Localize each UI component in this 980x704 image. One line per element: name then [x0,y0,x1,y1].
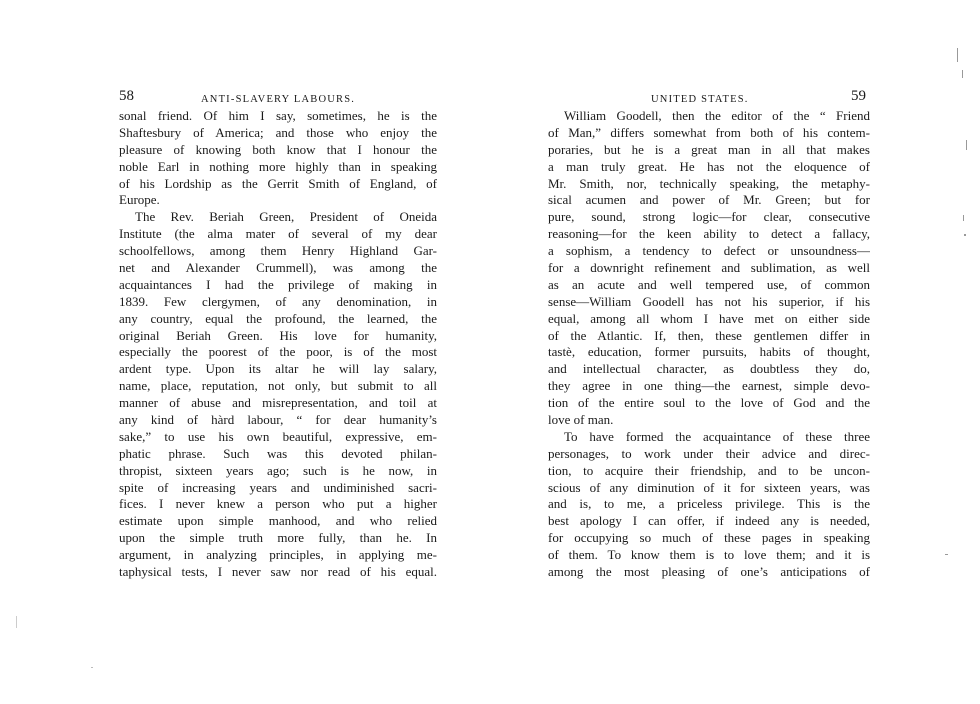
text-line: To have formed the acquaintance of these three [564,428,870,444]
text-line: poraries, but he is a great man in all that makes [548,141,870,157]
text-line: schoolfellows, among them Henry Highland Gar- [119,243,437,259]
scan-speck [963,215,964,221]
left-page-number: 58 [119,88,134,104]
text-line: The Rev. Beriah Green, President of Oneida [135,209,437,225]
text-line: Institute (the alma mater of several of my dear [119,226,437,242]
text-line: a man truly great. He has not the eloquence of [548,158,870,174]
text-line: spite of increasing years and undiminished sacri- [119,479,437,495]
right-page-number: 59 [851,88,866,104]
text-line: thropist, sixteen years ago; such is he now, in [119,462,437,478]
text-line: 1839. Few clergymen, of any denomination, in [119,293,437,309]
text-line: they agree in one thing—the earnest, simple devo- [548,378,870,394]
text-line: love of man. [548,412,614,428]
text-line: sake,” to use his own beautiful, expressive, em- [119,428,437,444]
right-page-header [548,86,870,106]
text-line: of Man,” differs somewhat from both of his contem- [548,124,870,140]
scan-speck [957,48,958,62]
text-line: especially the poorest of the poor, is of the most [119,344,437,360]
text-line: equal, among all whom I have met on either side [548,310,870,326]
text-line: any country, equal the profound, the learned, the [119,310,437,326]
scan-speck [962,70,963,78]
scan-speck [91,667,93,668]
text-line: Mr. Smith, nor, technically speaking, the metaphy- [548,175,870,191]
text-line: of them. To know them is to love them; and it is [548,547,870,563]
text-line: and is, to me, a priceless privilege. This is the [548,496,870,512]
text-line: Europe. [119,192,160,208]
right-page [548,86,870,581]
text-line: among the most pleasing of one’s anticipations of [548,564,870,580]
text-line: fices. I never knew a person who put a higher [119,496,437,512]
text-line: reasoning—for the keen ability to detect a fallacy, [548,226,870,242]
scan-speck [945,554,948,555]
scan-speck [16,616,17,628]
text-line: Shaftesbury of America; and those who enjoy the [119,124,437,140]
text-line: best apology I can offer, if indeed any is needed, [548,513,870,529]
text-line: sense—William Goodell has not his superior, if his [548,293,870,309]
left-page-header [119,86,437,106]
text-line: ardent type. Upon its altar he will lay salary, [119,361,437,377]
text-line: personages, to work under their advice and direc- [548,445,870,461]
text-line: taphysical tests, I never saw nor read of his equal. [119,564,437,580]
text-line: for a downright refinement and sublimation, as well [548,260,870,276]
right-running-title: UNITED STATES. [651,94,749,105]
text-line: pure, sound, strong logic—for clear, consecutive [548,209,870,225]
text-line: of the Atlantic. If, then, these gentlemen differ in [548,327,870,343]
text-line: as an acute and well tempered use, of common [548,276,870,292]
text-line: estimate upon simple manhood, and who relied [119,513,437,529]
text-line: sical acumen and power of Mr. Green; but for [548,192,870,208]
right-page-body [548,108,870,581]
text-line: acquaintances I had the privilege of making in [119,276,437,292]
text-line: William Goodell, then the editor of the “ Friend [564,108,870,123]
text-line: of his Lordship as the Gerrit Smith of England, of [119,175,437,191]
text-line: net and Alexander Crummell), was among the [119,260,437,276]
scan-speck [966,140,967,150]
text-line: scious of any diminution of it for sixteen years, was [548,479,870,495]
left-page-body [119,108,437,581]
text-line: tastè, education, former pursuits, habits of thought, [548,344,870,360]
text-line: and intellectual character, as doubtless they do, [548,361,870,377]
left-running-title: ANTI-SLAVERY LABOURS. [201,94,356,105]
text-line: upon the simple truth more fully, than he. In [119,530,437,546]
text-line: original Beriah Green. His love for humanity, [119,327,437,343]
text-line: for occupying so much of these pages in speaking [548,530,870,546]
text-line: any kind of hàrd labour, “ for dear humanity’s [119,412,437,428]
text-line: a sophism, a tendency to defect or unsoundness— [548,243,870,259]
text-line: pleasure of knowing both know that I honour the [119,141,437,157]
text-line: manner of abuse and misrepresentation, and toil at [119,395,437,411]
text-line: noble Earl in nothing more highly than in speaking [119,158,437,174]
text-line: tion, to acquire their friendship, and to be uncon- [548,462,870,478]
text-line: sonal friend. Of him I say, sometimes, he is the [119,108,437,123]
text-line: argument, in analyzing principles, in applying me- [119,547,437,563]
left-page [119,86,437,581]
text-line: phatic phrase. Such was this devoted philan- [119,445,437,461]
text-line: tion of the entire soul to the love of God and the [548,395,870,411]
text-line: name, place, reputation, not only, but submit to all [119,378,437,394]
scan-speck [964,234,966,236]
